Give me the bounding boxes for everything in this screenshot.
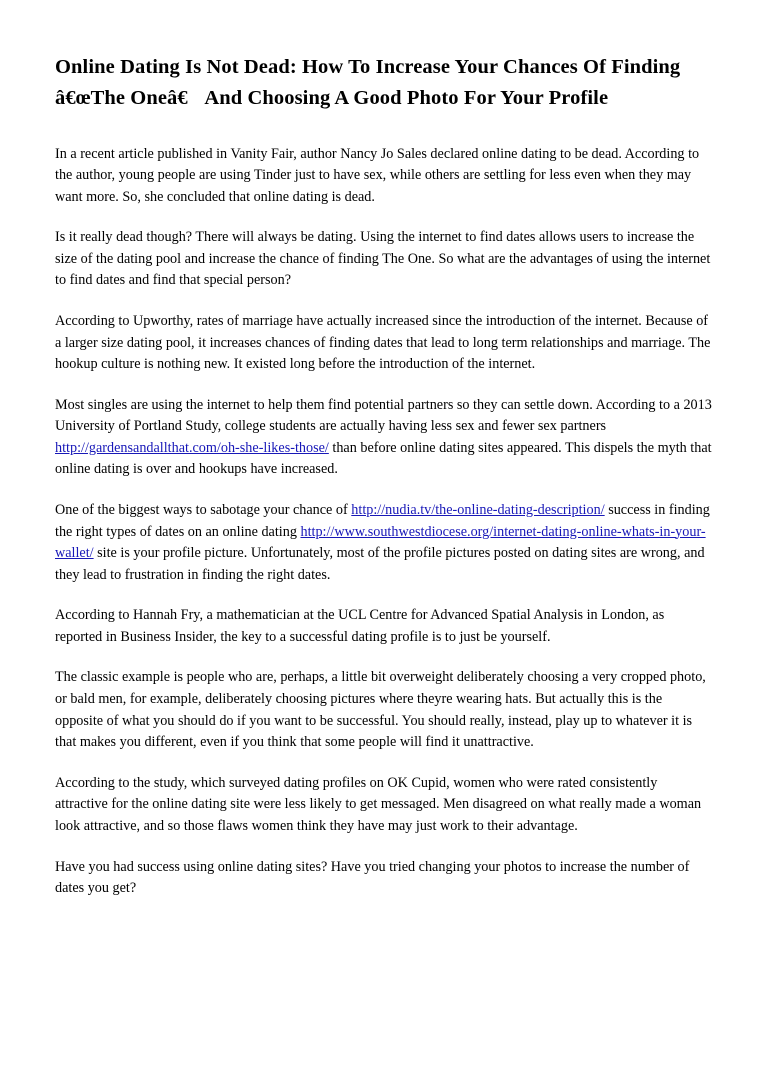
paragraph-text: The classic example is people who are, perhaps, a little bit overweight deliberately choosing a very cropped photo, or bald men, for example, deliberately choosing pictures where theyre wearing hats. But actually this is the opposite of what you should do if you want to be successful. You should really, instead, play up to whatever it is that makes you different, even if you think that some people will find it unattractive. — [55, 669, 706, 751]
paragraph-text: According to the study, which surveyed dating profiles on OK Cupid, women who were rated consistently attractive for the online dating site were less likely to get messaged. Men disagreed on what really made a woman look attractive, and so those flaws women think they have may just work to their advantage. — [55, 774, 702, 834]
paragraph-text: site is your profile picture. Unfortunately, most of the profile pictures posted on dating sites are wrong, and they lead to frustration in finding the right dates. — [55, 545, 705, 583]
paragraph — [55, 500, 713, 586]
paragraph — [55, 395, 713, 481]
paragraph — [55, 311, 713, 376]
document-body — [55, 144, 713, 900]
inline-link[interactable]: http://gardensandallthat.com/oh-she-likes-those/ — [55, 439, 329, 456]
paragraph — [55, 605, 713, 648]
paragraph-text: Most singles are using the internet to help them find potential partners so they can settle down. According to a 2013 University of Portland Study, college students are actually having less sex and fewer sex partners — [55, 396, 712, 435]
paragraph-text: In a recent article published in Vanity Fair, author Nancy Jo Sales declared online dating to be dead. According to the author, young people are using Tinder just to have sex, while others are settling for less even when they may want more. So, she concluded that online dating is dead. — [55, 145, 700, 205]
paragraph — [55, 667, 713, 753]
paragraph-text: According to Upworthy, rates of marriage have actually increased since the introduction of the internet. Because of a larger size dating pool, it increases chances of finding dates that lead to long term relationships and marriage. The hookup culture is nothing new. It existed long before the introduction of the internet. — [55, 312, 711, 373]
inline-link[interactable]: http://nudia.tv/the-online-dating-description/ — [351, 502, 605, 519]
paragraph-text: According to Hannah Fry, a mathematician at the UCL Centre for Advanced Spatial Analysis in London, as reported in Business Insider, the key to a successful dating profile is to just be yourself. — [55, 607, 665, 645]
paragraph-text: than before online dating sites appeared. This dispels the myth that online dating is over and hookups have increased. — [55, 439, 712, 478]
paragraph — [55, 773, 713, 838]
paragraph — [55, 857, 713, 900]
paragraph — [55, 144, 713, 209]
inline-link[interactable]: http://www.southwestdiocese.org/internet-dating-online-whats-in-your-wallet/ — [55, 523, 706, 562]
paragraph-text: One of the biggest ways to sabotage your chance of — [55, 502, 352, 519]
paragraph-text: success in finding the right types of dates on an online dating — [55, 502, 710, 540]
paragraph-text: Is it really dead though? There will always be dating. Using the internet to find dates allows users to increase the size of the dating pool and increase the chance of finding The One. So what are the advantages of using the internet to find dates and find that special person? — [55, 229, 711, 289]
paragraph-text: Have you had success using online dating sites? Have you tried changing your photos to increase the number of dates you get? — [55, 858, 690, 897]
paragraph — [55, 227, 713, 292]
page-title: Online Dating Is Not Dead: How To Increase Your Chances Of Finding â€œThe Oneâ€ And Choosing A Good Photo For Your Profile — [55, 56, 681, 109]
